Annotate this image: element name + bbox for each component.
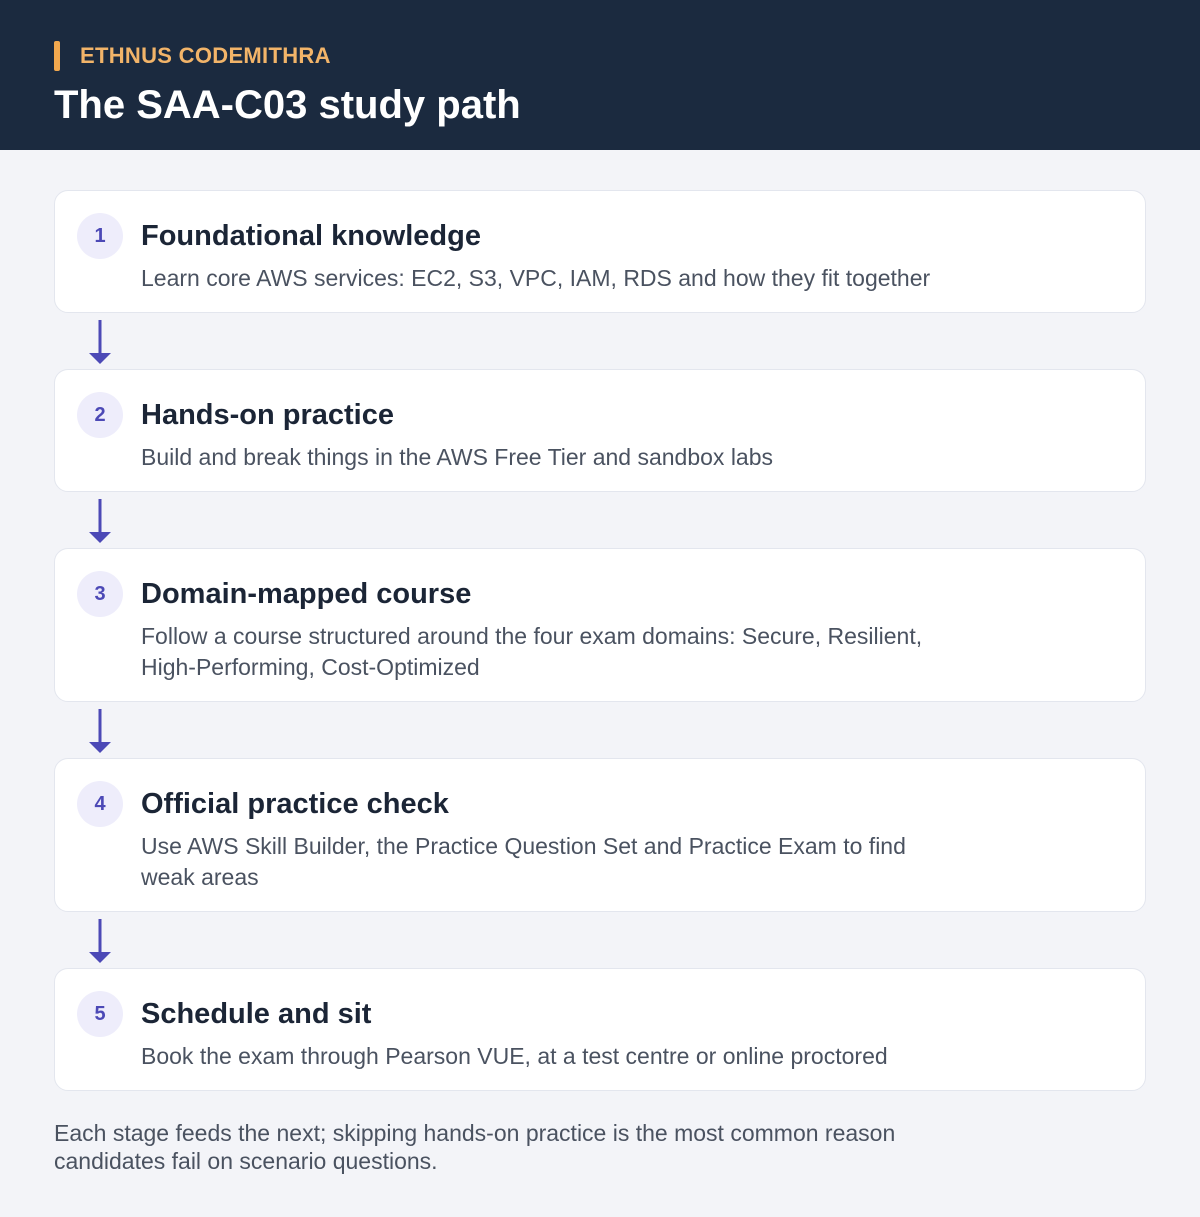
footer-note: Each stage feeds the next; skipping hands-on practice is the most common reason candidates fail on scenario questions.	[54, 1120, 896, 1174]
step-card-1	[54, 190, 1146, 313]
brand-accent-bar	[54, 41, 60, 71]
step-card-4	[54, 758, 1146, 912]
page-header	[0, 0, 1200, 150]
page-title: The SAA-C03 study path	[54, 83, 521, 127]
step-title: Hands-on practice	[141, 399, 394, 431]
down-arrow-icon	[88, 498, 112, 544]
step-title: Foundational knowledge	[141, 220, 481, 252]
step-description: Follow a course structured around the four exam domains: Secure, Resilient, High-Performing, Cost-Optimized	[141, 623, 923, 680]
step-title: Official practice check	[141, 788, 449, 820]
step-number-badge: 5	[77, 991, 123, 1037]
step-description: Build and break things in the AWS Free Tier and sandbox labs	[141, 444, 774, 470]
step-number-badge: 1	[77, 213, 123, 259]
step-number-badge: 2	[77, 392, 123, 438]
brand-name: ETHNUS CODEMITHRA	[80, 43, 331, 68]
down-arrow-icon	[88, 319, 112, 365]
step-card-5	[54, 968, 1146, 1091]
down-arrow-icon	[88, 918, 112, 964]
step-description: Use AWS Skill Builder, the Practice Question Set and Practice Exam to find weak areas	[141, 833, 906, 890]
step-number-badge: 3	[77, 571, 123, 617]
step-number-badge: 4	[77, 781, 123, 827]
step-description: Learn core AWS services: EC2, S3, VPC, IAM, RDS and how they fit together	[141, 265, 931, 291]
step-description: Book the exam through Pearson VUE, at a test centre or online proctored	[141, 1043, 888, 1069]
down-arrow-icon	[88, 708, 112, 754]
step-card-2	[54, 369, 1146, 492]
step-title: Schedule and sit	[141, 998, 372, 1030]
step-title: Domain-mapped course	[141, 578, 472, 610]
step-card-3	[54, 548, 1146, 702]
